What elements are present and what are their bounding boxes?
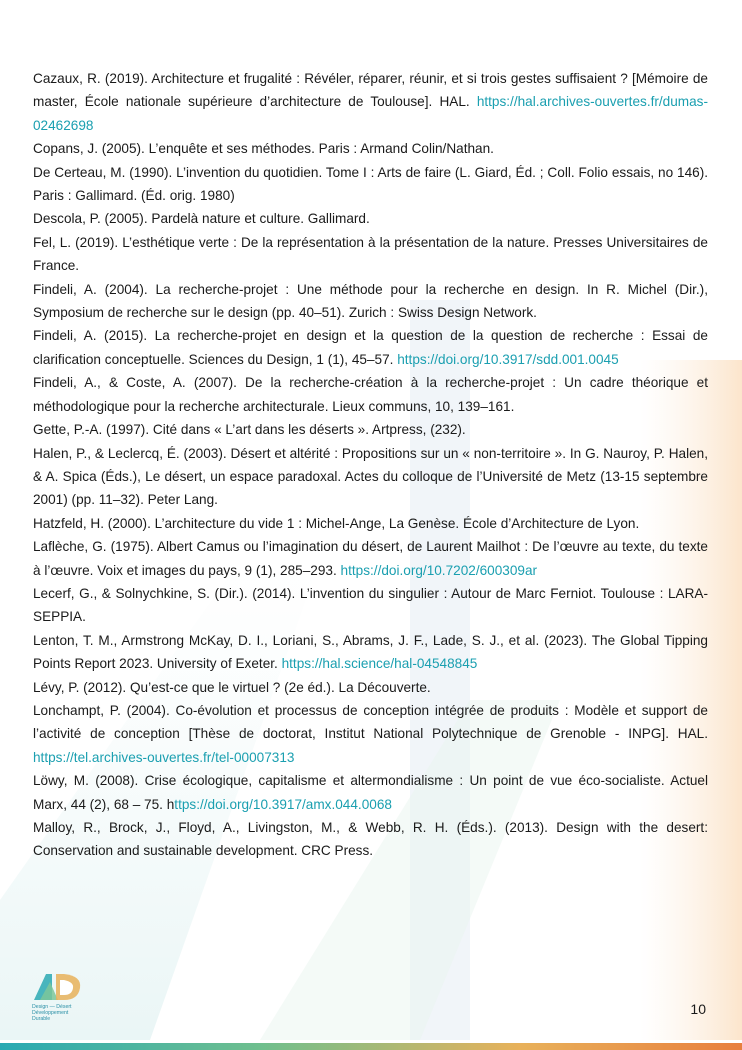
- reference-link[interactable]: ttps://doi.org/10.3917/amx.044.0068: [174, 796, 392, 812]
- page-number: 10: [690, 1001, 706, 1017]
- reference-link[interactable]: https://doi.org/10.7202/600309ar: [340, 562, 538, 578]
- reference-link[interactable]: https://hal.science/hal-04548845: [281, 656, 478, 672]
- logo-mark-icon: [30, 970, 90, 1004]
- reference-entry: Copans, J. (2005). L’enquête et ses méthodes. Paris : Armand Colin/Nathan.: [33, 141, 494, 157]
- reference-entry: Lévy, P. (2012). Qu’est-ce que le virtuel ? (2e éd.). La Découverte.: [33, 679, 431, 695]
- reference-entry: Findeli, A., & Coste, A. (2007). De la recherche-création à la recherche-projet : Un cadre théorique et méthodologique pour la recherche architecturale. Lieux communs, 10, 139–161.: [33, 375, 708, 414]
- reference-entry: Halen, P., & Leclercq, É. (2003). Désert et altérité : Propositions sur un « non-territoire ». In G. Nauroy, P. Halen, & A. Spica (Éds.), Le désert, un espace paradoxal. Actes du colloque de l’Université de Metz (13-15 septembre 2001) (pp. 11–32). Peter Lang.: [33, 445, 708, 508]
- reference-entry: Fel, L. (2019). L’esthétique verte : De la représentation à la présentation de la nature. Presses Universitaires de France.: [33, 234, 708, 274]
- footer-color-bar: [0, 1043, 742, 1050]
- reference-entry: Gette, P.-A. (1997). Cité dans « L’art dans les déserts ». Artpress, (232).: [33, 422, 466, 438]
- reference-entry: Lecerf, G., & Solnychkine, S. (Dir.). (2014). L’invention du singulier : Autour de Marc Ferniot. Toulouse : LARA-SEPPIA.: [33, 585, 708, 625]
- reference-list: [33, 67, 708, 863]
- reference-entry: Laflèche, G. (1975). Albert Camus ou l’imagination du désert, de Laurent Mailhot : De l’œuvre au texte, du texte à l’œuvre. Voix et images du pays, 9 (1), 285–293. https://doi.org/10.7202/600309ar: [33, 539, 708, 578]
- reference-entry: Findeli, A. (2015). La recherche-projet en design et la question de la question de recherche : Essai de clarification conceptuelle. Sciences du Design, 1 (1), 45–57. https://doi.org/10.3917/sdd.001.0045: [33, 328, 708, 367]
- reference-entry: De Certeau, M. (1990). L’invention du quotidien. Tome I : Arts de faire (L. Giard, Éd. ; Coll. Folio essais, no 146). Paris : Gallimard. (Éd. orig. 1980): [33, 164, 708, 204]
- reference-entry: Hatzfeld, H. (2000). L’architecture du vide 1 : Michel-Ange, La Genèse. École d’Architecture de Lyon.: [33, 515, 640, 531]
- logo: [30, 970, 90, 1024]
- reference-entry: Descola, P. (2005). Pardelà nature et culture. Gallimard.: [33, 211, 370, 227]
- reference-link[interactable]: https://doi.org/10.3917/sdd.001.0045: [397, 351, 619, 367]
- reference-entry: Findeli, A. (2004). La recherche-projet : Une méthode pour la recherche en design. In R. Michel (Dir.), Symposium de recherche sur le design (pp. 40–51). Zurich : Swiss Design Network.: [33, 281, 708, 321]
- reference-entry: Löwy, M. (2008). Crise écologique, capitalisme et altermondialisme : Un point de vue éco-socialiste. Actuel Marx, 44 (2), 68 – 75. https://doi.org/10.3917/amx.044.0068: [33, 773, 708, 812]
- reference-link[interactable]: https://tel.archives-ouvertes.fr/tel-00007313: [33, 749, 295, 765]
- reference-entry: Lonchampt, P. (2004). Co-évolution et processus de conception intégrée de produits : Modèle et support de l’activité de conception [Thèse de doctorat, Institut National Polytechnique de Grenoble - INPG]. HAL. https://tel.archives-ouvertes.fr/tel-00007313: [33, 702, 708, 765]
- logo-text: Design — Désert Développement Durable: [32, 1004, 72, 1022]
- reference-link[interactable]: https://hal.archives-ouvertes.fr/dumas-02462698: [33, 94, 708, 133]
- reference-entry: Lenton, T. M., Armstrong McKay, D. I., Loriani, S., Abrams, J. F., Lade, S. J., et al. (2023). The Global Tipping Points Report 2023. University of Exeter. https://hal.science/hal-04548845: [33, 632, 708, 672]
- reference-entry: Malloy, R., Brock, J., Floyd, A., Livingston, M., & Webb, R. H. (Éds.). (2013). Design with the desert: Conservation and sustainable development. CRC Press.: [33, 820, 708, 859]
- reference-entry: Cazaux, R. (2019). Architecture et frugalité : Révéler, réparer, réunir, et si trois gestes suffisaient ? [Mémoire de master, École nationale supérieure d’architecture de Toulouse]. HAL. https://hal.archives-ouvertes.fr/dumas-02462698: [33, 71, 708, 133]
